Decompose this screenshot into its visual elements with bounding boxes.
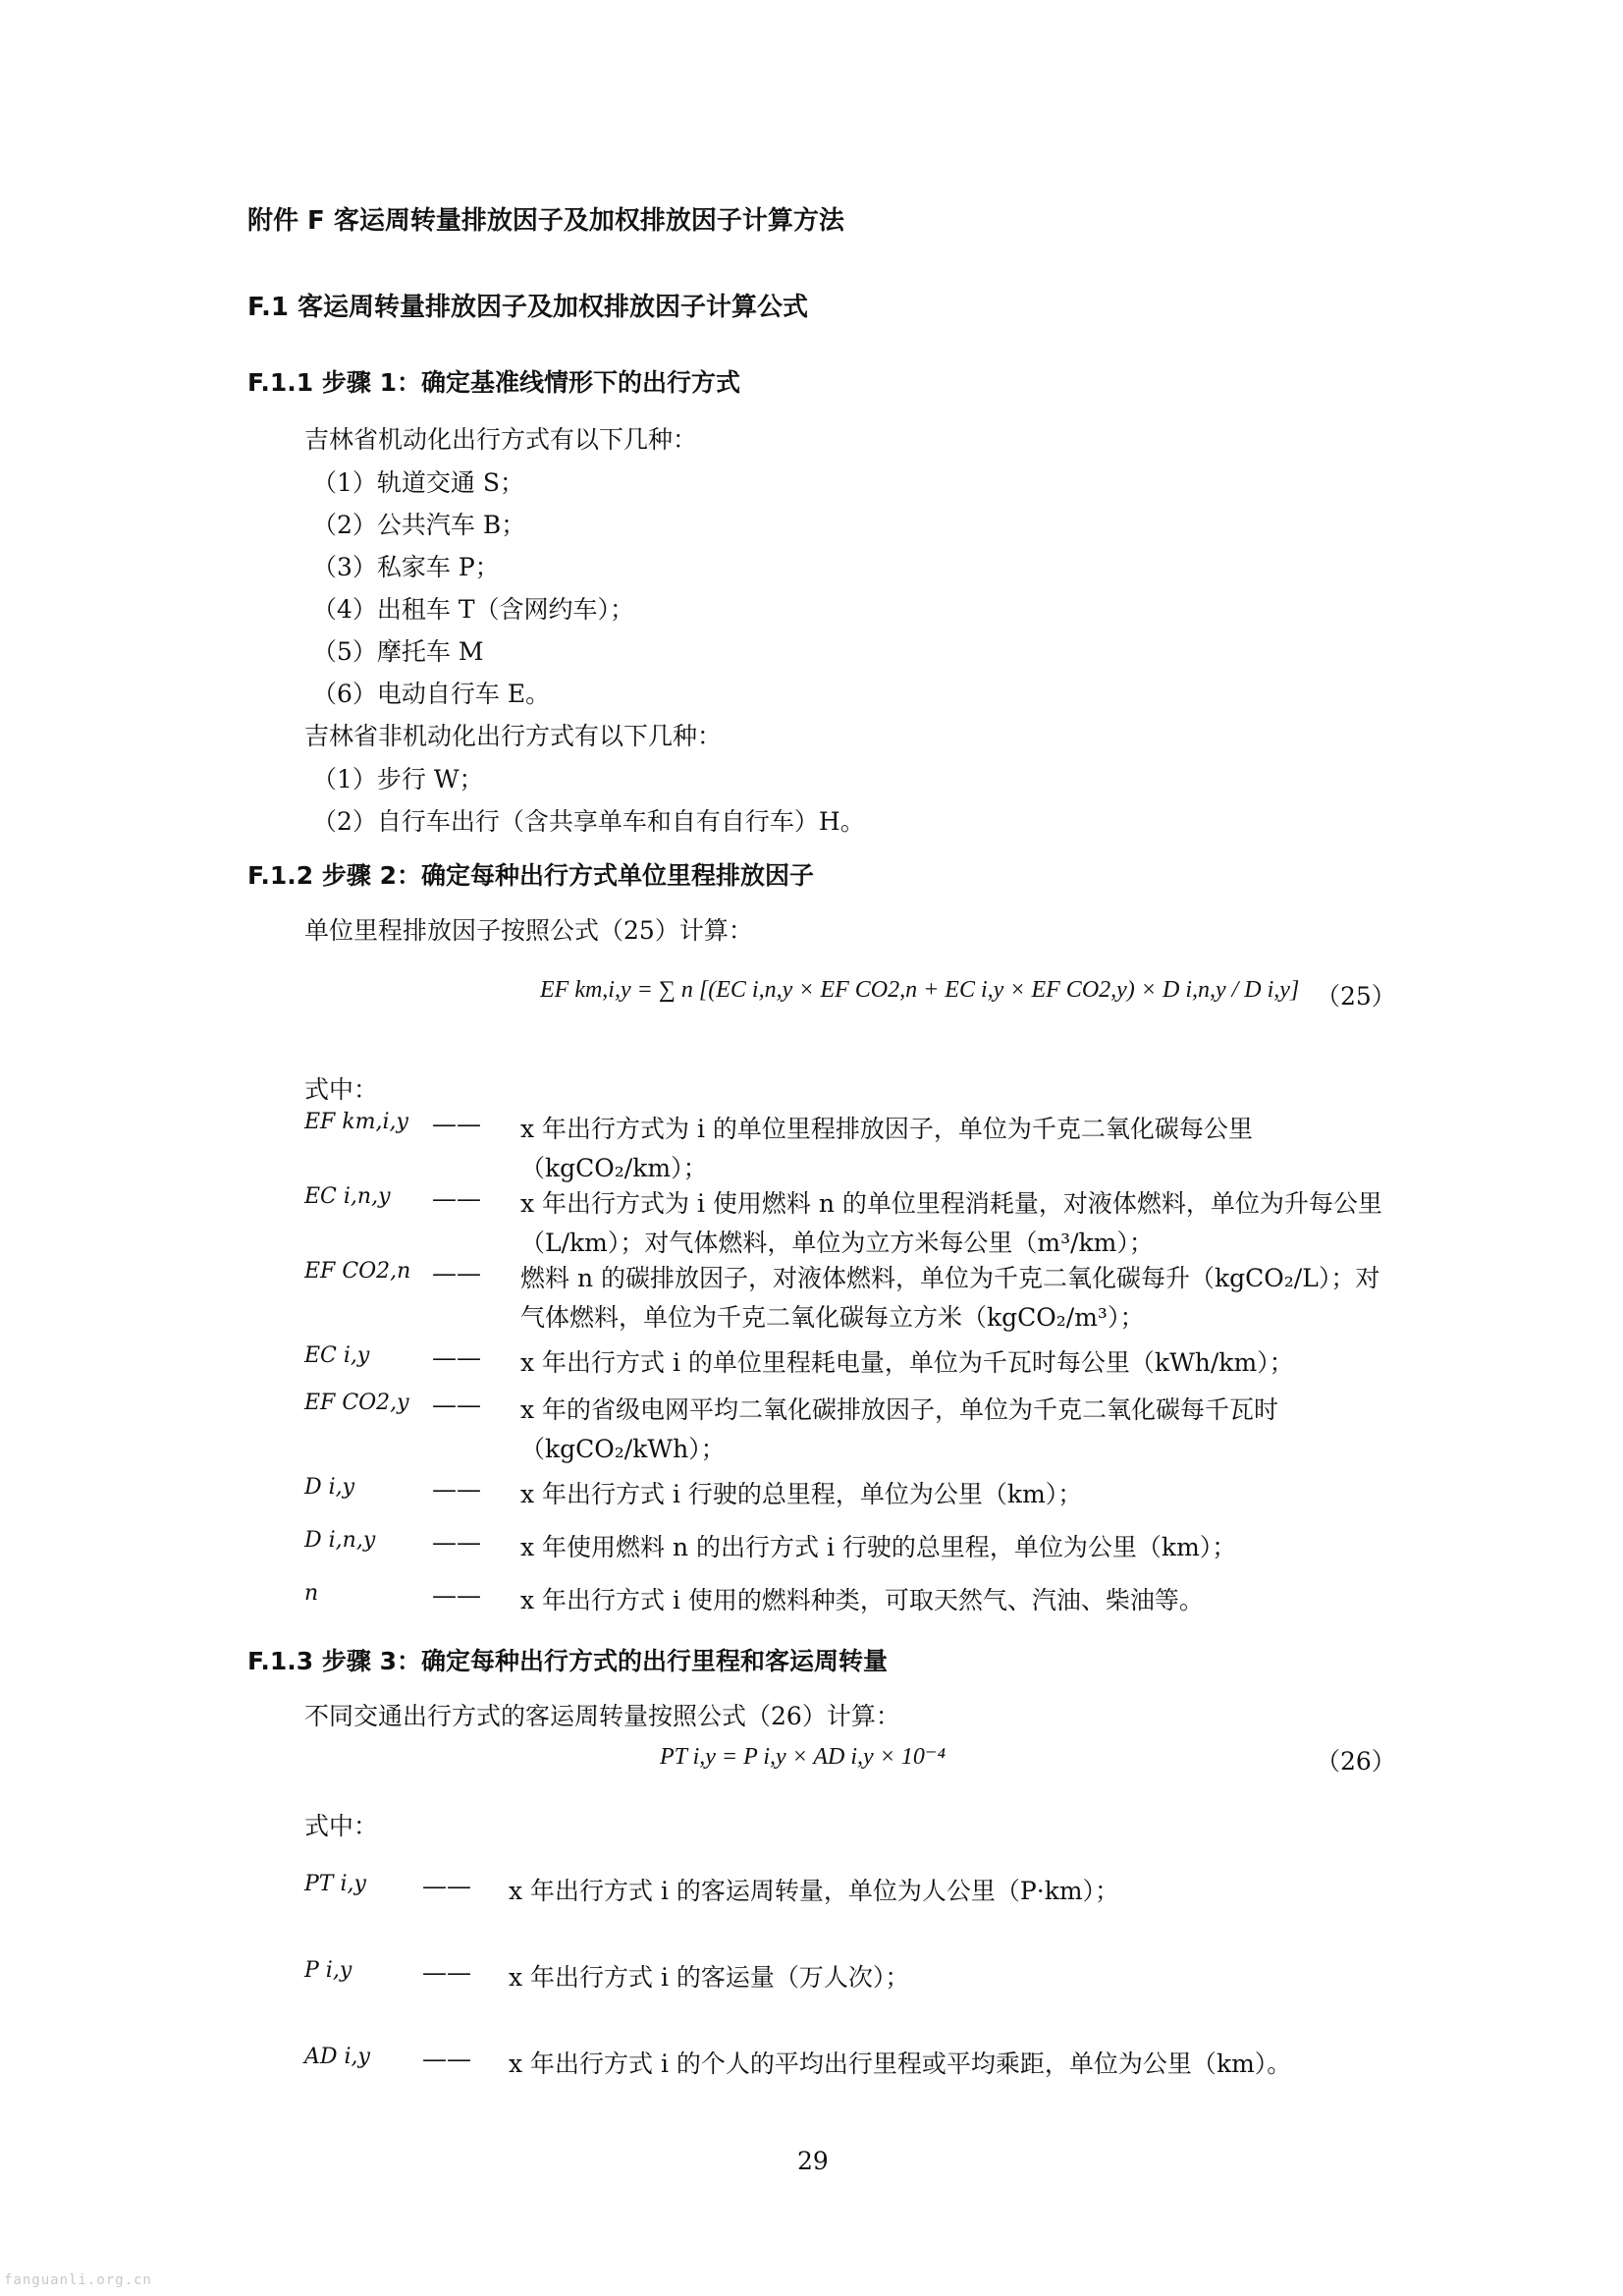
- motor-intro: 吉林省机动化出行方式有以下几种：: [304, 425, 698, 454]
- def-text: x 年出行方式 i 的个人的平均出行里程或平均乘距，单位为公里（km）。: [509, 2050, 1292, 2078]
- def-row: [304, 1958, 1394, 1997]
- def-dash: ——: [432, 1259, 481, 1287]
- def-text: 燃料 n 的碳排放因子，对液体燃料，单位为千克二氧化碳每升（kgCO₂/L）；对气体燃料，单位为千克二氧化碳每立方米（kgCO₂/m³）；: [520, 1264, 1380, 1332]
- def-symbol: D i,y: [304, 1475, 355, 1500]
- def-dash: ——: [432, 1475, 481, 1503]
- where-label-2: 式中：: [304, 1812, 379, 1840]
- formula-25: EF km,i,y = ∑ n [(EC i,n,y × EF CO2,n + EC i,y × EF CO2,y) × D i,n,y / D i,y]: [540, 977, 1300, 1003]
- page-number: 29: [797, 2147, 829, 2175]
- def-text: x 年出行方式为 i 的单位里程排放因子，单位为千克二氧化碳每公里（kgCO₂/km）；: [520, 1115, 1253, 1182]
- def-symbol: n: [304, 1581, 319, 1606]
- def-text: x 年出行方式 i 的客运量（万人次）；: [509, 1963, 910, 1992]
- def-dash: ——: [432, 1391, 481, 1419]
- def-symbol: EC i,n,y: [304, 1184, 391, 1209]
- def-dash: ——: [432, 1581, 481, 1610]
- def-text: x 年出行方式 i 使用的燃料种类，可取天然气、汽油、柴油等。: [520, 1586, 1204, 1614]
- motor-item-4: （4）出租车 T（含网约车）；: [312, 595, 635, 624]
- def-dash: ——: [432, 1110, 481, 1138]
- def-text: x 年出行方式 i 的单位里程耗电量，单位为千瓦时每公里（kWh/km）；: [520, 1348, 1294, 1377]
- f13-intro: 不同交通出行方式的客运周转量按照公式（26）计算：: [304, 1702, 900, 1730]
- motor-item-3: （3）私家车 P；: [312, 553, 500, 581]
- def-dash: ——: [422, 1958, 471, 1987]
- def-symbol: PT i,y: [304, 1872, 366, 1896]
- def-row: [304, 1581, 1394, 1620]
- formula-26-number: （26）: [1316, 1747, 1396, 1776]
- def-row: [304, 1110, 1394, 1184]
- def-symbol: EC i,y: [304, 1343, 370, 1368]
- def-dash: ——: [422, 2045, 471, 2073]
- motor-item-5: （5）摩托车 M: [312, 637, 484, 666]
- def-text: x 年的省级电网平均二氧化碳排放因子，单位为千克二氧化碳每千瓦时（kgCO₂/kWh）；: [520, 1395, 1279, 1463]
- def-dash: ——: [432, 1528, 481, 1557]
- def-text: x 年出行方式 i 行驶的总里程，单位为公里（km）；: [520, 1480, 1083, 1508]
- nonmotor-intro: 吉林省非机动化出行方式有以下几种：: [304, 722, 723, 750]
- def-row: [304, 1391, 1394, 1465]
- nonmotor-item-2: （2）自行车出行（含共享单车和自有自行车）H。: [312, 807, 865, 836]
- def-symbol: P i,y: [304, 1958, 352, 1983]
- section-f13-heading: F.1.3 步骤 3：确定每种出行方式的出行里程和客运周转量: [247, 1647, 888, 1675]
- def-symbol: D i,n,y: [304, 1528, 376, 1553]
- where-label-1: 式中：: [304, 1075, 379, 1104]
- def-dash: ——: [432, 1343, 481, 1372]
- motor-item-6: （6）电动自行车 E。: [312, 680, 551, 708]
- def-row: [304, 1259, 1394, 1334]
- nonmotor-item-1: （1）步行 W；: [312, 765, 484, 793]
- def-symbol: EF km,i,y: [304, 1110, 408, 1134]
- def-symbol: AD i,y: [304, 2045, 370, 2069]
- watermark: fanguanli.org.cn: [4, 2272, 152, 2288]
- def-symbol: EF CO2,y: [304, 1391, 409, 1415]
- def-text: x 年出行方式为 i 使用燃料 n 的单位里程消耗量，对液体燃料，单位为升每公里（L/km）；对气体燃料，单位为立方米每公里（m³/km）；: [520, 1189, 1382, 1257]
- def-row: [304, 1475, 1394, 1514]
- section-f11-heading: F.1.1 步骤 1：确定基准线情形下的出行方式: [247, 368, 740, 397]
- def-row: [304, 1872, 1394, 1911]
- def-row: [304, 1184, 1394, 1259]
- motor-item-1: （1）轨道交通 S；: [312, 468, 524, 497]
- def-row: [304, 1528, 1394, 1567]
- def-symbol: EF CO2,n: [304, 1259, 411, 1284]
- def-dash: ——: [422, 1872, 471, 1900]
- def-dash: ——: [432, 1184, 481, 1213]
- def-text: x 年出行方式 i 的客运周转量，单位为人公里（P·km）；: [509, 1877, 1120, 1905]
- formula-25-number: （25）: [1316, 982, 1396, 1011]
- section-f12-heading: F.1.2 步骤 2：确定每种出行方式单位里程排放因子: [247, 861, 814, 890]
- appendix-title: 附件 F 客运周转量排放因子及加权排放因子计算方法: [247, 206, 844, 236]
- formula-26: PT i,y = P i,y × AD i,y × 10⁻⁴: [660, 1744, 946, 1770]
- def-row: [304, 1343, 1394, 1383]
- f12-intro: 单位里程排放因子按照公式（25）计算：: [304, 916, 753, 945]
- def-row: [304, 2045, 1394, 2084]
- section-f1-title: F.1 客运周转量排放因子及加权排放因子计算公式: [247, 293, 808, 322]
- def-text: x 年使用燃料 n 的出行方式 i 行驶的总里程，单位为公里（km）；: [520, 1533, 1237, 1561]
- motor-item-2: （2）公共汽车 B；: [312, 511, 526, 539]
